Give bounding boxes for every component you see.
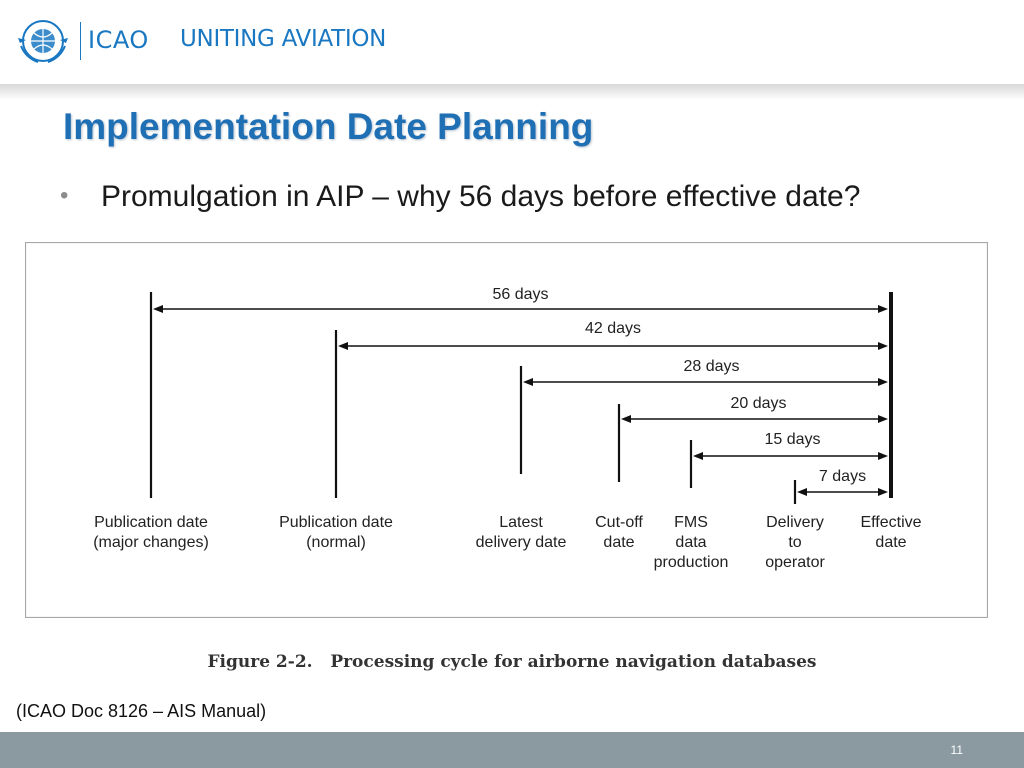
bullet-text: Promulgation in AIP – why 56 days before effective date?: [101, 180, 861, 213]
event-label: FMS: [674, 514, 708, 531]
bullet-icon: •: [60, 182, 69, 209]
event-label: date: [603, 534, 635, 551]
event-label: Cut-off: [595, 514, 643, 531]
event-label: Latest: [499, 514, 543, 531]
event-label: production: [653, 554, 729, 571]
header-shadow-band: [0, 84, 1024, 100]
interval-label: 15 days: [764, 431, 821, 448]
event-label: delivery date: [475, 534, 567, 551]
event-label: (normal): [306, 534, 366, 551]
interval-label: 7 days: [818, 468, 867, 485]
slide-title: Implementation Date Planning: [63, 106, 594, 147]
logo-divider: [80, 22, 81, 60]
interval-label: 56 days: [492, 286, 549, 303]
source-note: (ICAO Doc 8126 – AIS Manual): [16, 701, 267, 721]
event-label: data: [675, 534, 707, 551]
brand-tagline: UNITING AVIATION: [180, 26, 387, 52]
footer-bar: [0, 732, 1024, 768]
event-label: (major changes): [93, 534, 209, 551]
interval-label: 28 days: [683, 358, 740, 375]
event-label: Effective: [860, 514, 922, 531]
event-label: operator: [765, 554, 825, 571]
brand-name: ICAO: [88, 26, 149, 54]
interval-label: 20 days: [730, 395, 787, 412]
processing-cycle-diagram: [25, 242, 988, 618]
page-number: 11: [950, 743, 963, 757]
figure-caption: Figure 2-2. Processing cycle for airborne navigation databases: [207, 652, 817, 672]
event-label: date: [875, 534, 907, 551]
event-label: to: [788, 534, 802, 551]
event-label: Publication date: [94, 514, 208, 531]
header-bar: [0, 0, 1024, 84]
event-label: Delivery: [766, 514, 824, 531]
event-label: Publication date: [279, 514, 393, 531]
interval-label: 42 days: [584, 320, 642, 337]
icao-emblem-icon: [16, 16, 70, 66]
